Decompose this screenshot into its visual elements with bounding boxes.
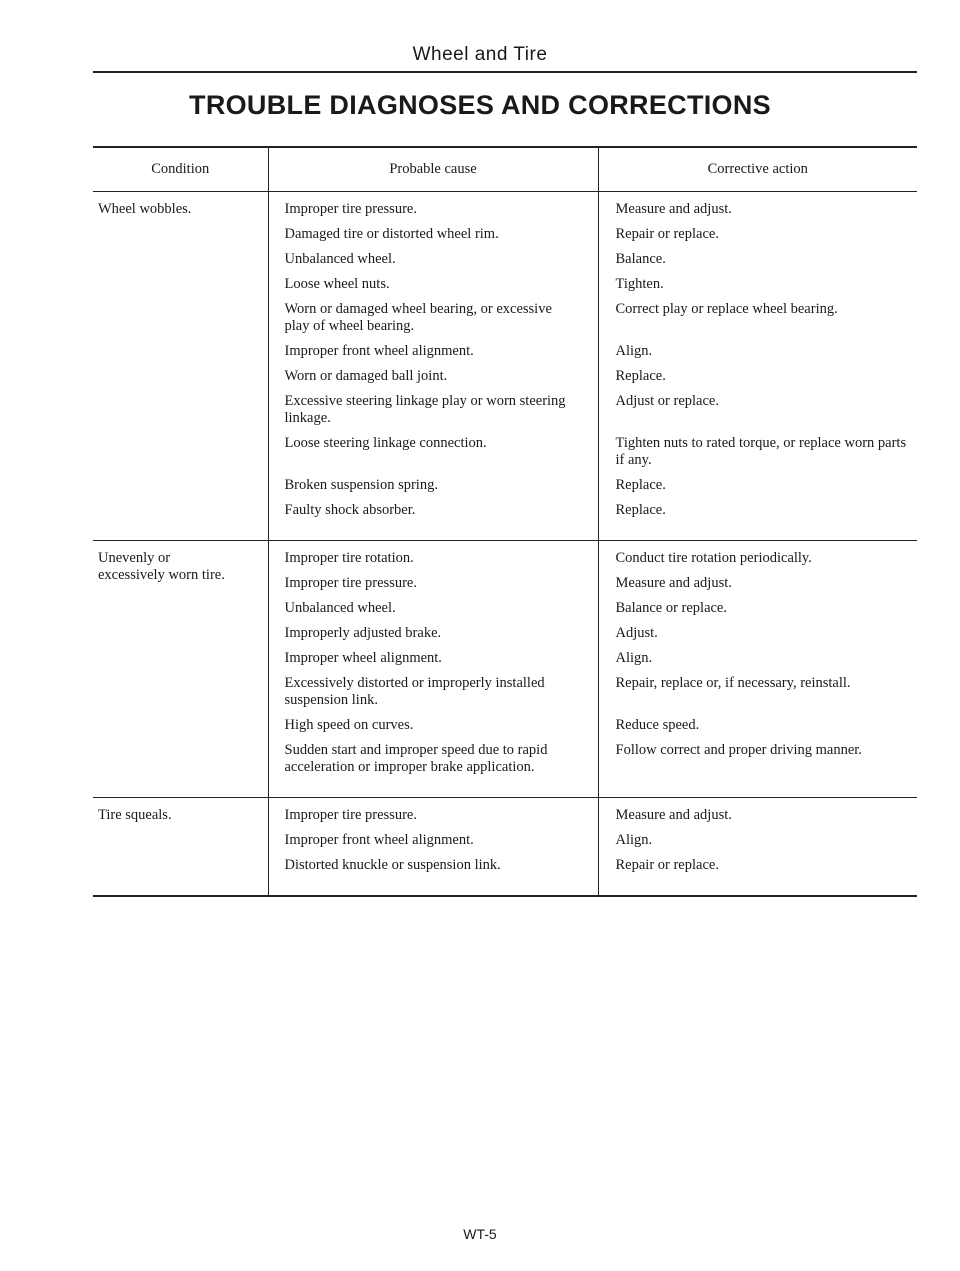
corrective-action-item: Measure and adjust. [615, 201, 732, 217]
probable-cause-item: Broken suspension spring. [284, 477, 438, 493]
condition-text: Wheel wobbles. [98, 201, 192, 217]
probable-cause-item: Worn or damaged ball joint. [284, 368, 448, 384]
corrective-action-item: Replace. [615, 477, 666, 493]
corrective-action-cell [598, 541, 917, 798]
page-header: Wheel and Tire [412, 44, 548, 65]
probable-cause-item: Loose steering linkage connection. [284, 435, 487, 451]
corrective-action-item: Replace. [615, 502, 666, 518]
probable-cause-item: Improper tire pressure. [284, 807, 417, 823]
probable-cause-item: Excessive steering linkage play or worn steering linkage. [284, 393, 566, 426]
corrective-action-cell [598, 798, 917, 897]
corrective-action-cell [598, 192, 917, 541]
header-rule [93, 71, 917, 73]
probable-cause-item: Sudden start and improper speed due to rapid acceleration or improper brake application. [284, 742, 548, 775]
corrective-action-item: Repair or replace. [615, 857, 719, 873]
corrective-action-item: Balance. [615, 251, 666, 267]
probable-cause-item: Loose wheel nuts. [284, 276, 390, 292]
corrective-action-item: Tighten. [615, 276, 664, 292]
probable-cause-item: Improper tire rotation. [284, 550, 414, 566]
table-row [93, 798, 917, 897]
probable-cause-item: Damaged tire or distorted wheel rim. [284, 226, 499, 242]
corrective-action-item: Measure and adjust. [615, 575, 732, 591]
probable-cause-item: Improper tire pressure. [284, 575, 417, 591]
probable-cause-item: Worn or damaged wheel bearing, or excessive play of wheel bearing. [284, 301, 552, 334]
column-header-condition: Condition [93, 147, 268, 192]
condition-text: Unevenly or excessively worn tire. [98, 550, 225, 583]
corrective-action-item: Replace. [615, 368, 666, 384]
probable-cause-item: Improper front wheel alignment. [284, 832, 474, 848]
condition-cell [93, 192, 268, 541]
probable-cause-item: High speed on curves. [284, 717, 414, 733]
probable-cause-item: Unbalanced wheel. [284, 600, 396, 616]
corrective-action-item: Adjust or replace. [615, 393, 719, 409]
condition-text: Tire squeals. [98, 807, 172, 823]
column-header-corrective-action: Corrective action [598, 147, 917, 192]
page-number: WT-5 [463, 1226, 497, 1242]
probable-cause-item: Improper front wheel alignment. [284, 343, 474, 359]
corrective-action-item: Balance or replace. [615, 600, 727, 616]
probable-cause-item: Improperly adjusted brake. [284, 625, 442, 641]
probable-cause-item: Unbalanced wheel. [284, 251, 396, 267]
condition-cell [93, 798, 268, 897]
probable-cause-cell [268, 192, 598, 541]
table-row [93, 192, 917, 541]
page-title: TROUBLE DIAGNOSES AND CORRECTIONS [189, 90, 771, 120]
corrective-action-item: Align. [615, 343, 653, 359]
condition-cell [93, 541, 268, 798]
probable-cause-item: Excessively distorted or improperly installed suspension link. [284, 675, 545, 708]
corrective-action-item: Align. [615, 832, 653, 848]
corrective-action-item: Reduce speed. [615, 717, 700, 733]
corrective-action-item: Repair, replace or, if necessary, reinstall. [615, 675, 851, 691]
probable-cause-cell [268, 798, 598, 897]
probable-cause-item: Improper tire pressure. [284, 201, 417, 217]
corrective-action-item: Measure and adjust. [615, 807, 732, 823]
table-row [93, 541, 917, 798]
probable-cause-item: Improper wheel alignment. [284, 650, 442, 666]
column-header-probable-cause: Probable cause [268, 147, 598, 192]
probable-cause-cell [268, 541, 598, 798]
corrective-action-item: Align. [615, 650, 653, 666]
corrective-action-item: Adjust. [615, 625, 658, 641]
probable-cause-item: Distorted knuckle or suspension link. [284, 857, 501, 873]
corrective-action-item: Repair or replace. [615, 226, 719, 242]
probable-cause-item: Faulty shock absorber. [284, 502, 416, 518]
corrective-action-item: Correct play or replace wheel bearing. [615, 301, 838, 317]
corrective-action-item: Tighten nuts to rated torque, or replace worn parts if any. [615, 435, 907, 468]
table-header-row [93, 147, 917, 192]
corrective-action-item: Conduct tire rotation periodically. [615, 550, 812, 566]
trouble-table [93, 146, 917, 897]
corrective-action-item: Follow correct and proper driving manner. [615, 742, 862, 758]
